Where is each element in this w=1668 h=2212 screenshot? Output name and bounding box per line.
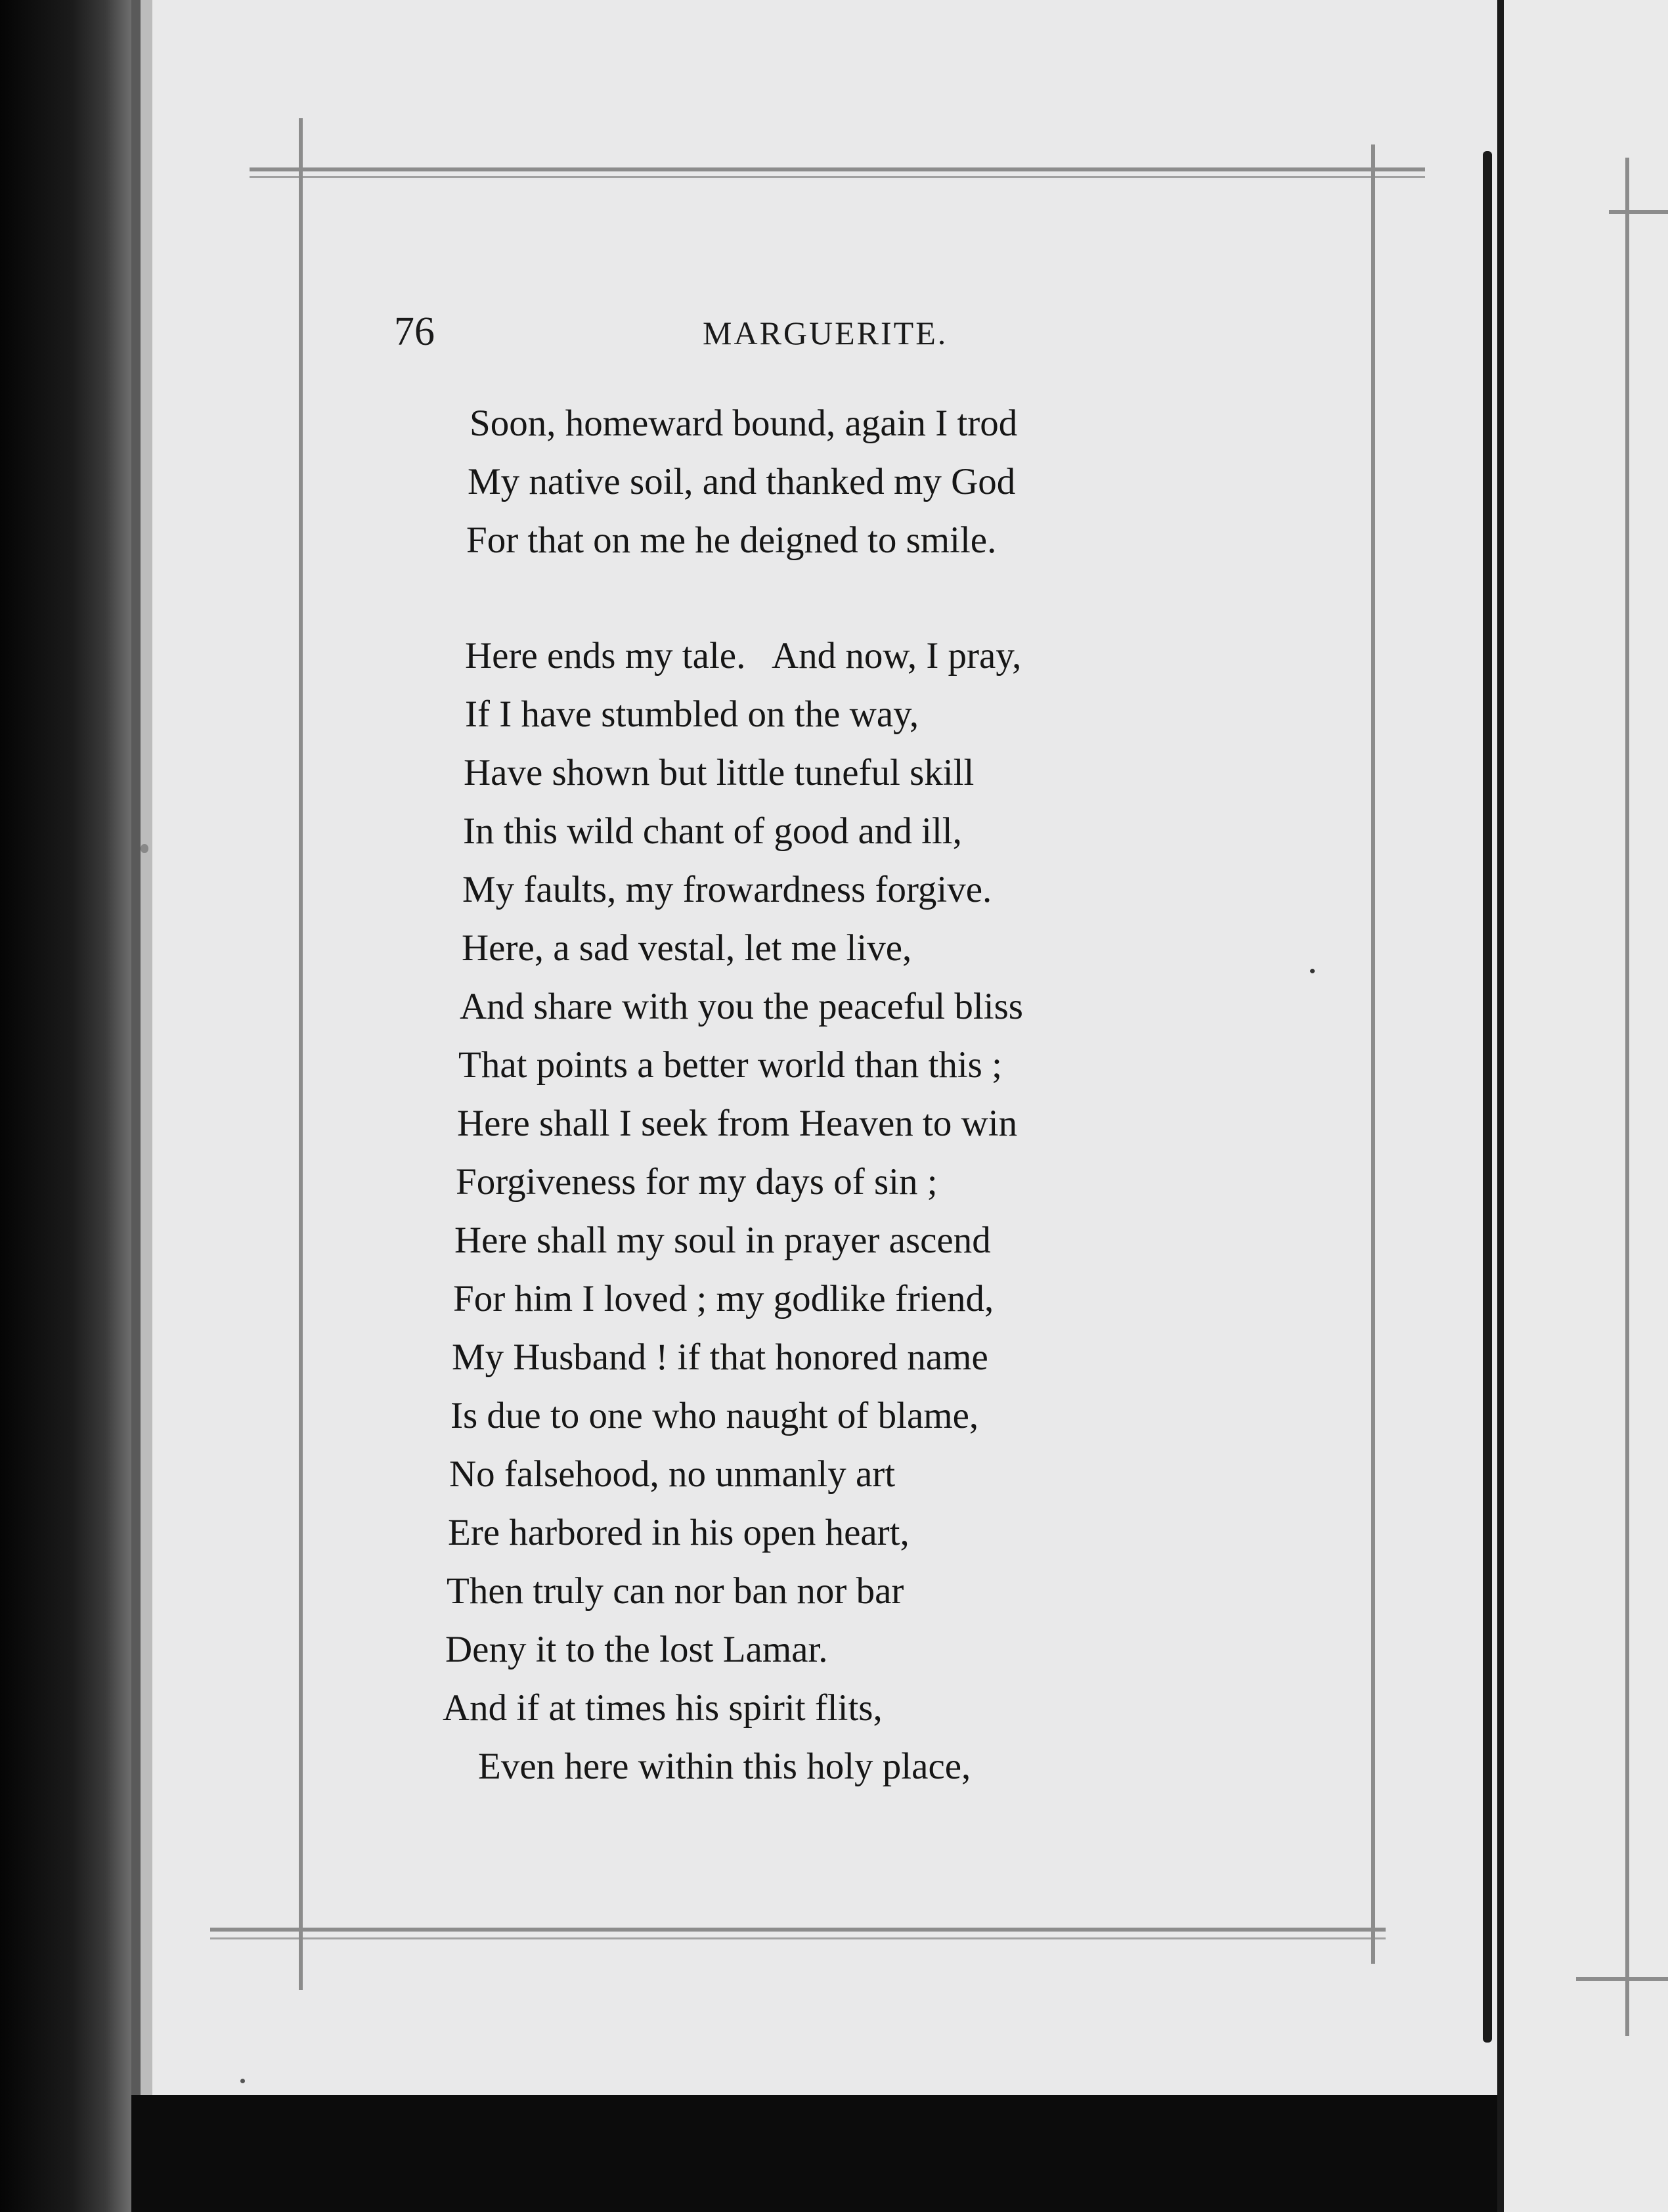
poem-line: If I have stumbled on the way, [465, 694, 919, 735]
poem-line: My faults, my frowardness forgive. [462, 869, 992, 910]
poem-line: Ere harbored in his open heart, [448, 1512, 910, 1553]
poem-line: In this wild chant of good and ill, [463, 810, 962, 852]
border-top-rule-thin [250, 176, 1425, 178]
page-number: 76 [394, 309, 435, 354]
poem-line: Have shown but little tuneful skill [464, 752, 975, 793]
poem-line: Forgiveness for my days of sin ; [456, 1161, 938, 1203]
poem-line: My Husband ! if that honored name [452, 1337, 988, 1378]
poem-line: No falsehood, no unmanly art [449, 1453, 896, 1495]
page-bottom-shadow [131, 2095, 1497, 2212]
border-bottom-rule-thin [210, 1937, 1386, 1939]
poem-text [443, 394, 1313, 1796]
paper-speck [141, 844, 148, 853]
border-top-rule [250, 167, 1425, 171]
poem-line: Is due to one who naught of blame, [450, 1395, 979, 1436]
poem-line: Here, a sad vestal, let me live, [462, 927, 912, 969]
facing-border-top-rule [1609, 210, 1668, 214]
poem-line: For him I loved ; my godlike friend, [453, 1278, 994, 1319]
poem-line: And if at times his spirit flits, [443, 1687, 883, 1729]
poem-line: Here shall my soul in prayer ascend [454, 1220, 991, 1261]
poem-line: Herе shall I seek from Heaven to win [457, 1103, 1018, 1144]
poem-line: For that on me he deigned to smile. [466, 520, 997, 561]
book-spine-shadow [0, 0, 131, 2212]
gutter-fold [1483, 151, 1492, 2043]
poem-line: Then truly can nor ban nor bar [447, 1570, 904, 1612]
poem-line: Deny it to the lost Lamar. [445, 1629, 828, 1670]
border-left-rule [299, 118, 303, 1990]
poem-line: And share with you the peaceful bliss [460, 986, 1023, 1027]
paper-speck [240, 2079, 245, 2083]
poem-line: Soon, homeward bound, again I trod [470, 403, 1018, 444]
page-edge-strip [141, 0, 152, 2095]
poem-line: That points a better world than this ; [458, 1044, 1002, 1086]
border-right-rule [1371, 144, 1375, 1964]
running-head-title: MARGUERITE. [703, 315, 948, 351]
facing-border-bottom-rule [1576, 1977, 1668, 1981]
poem-line: Here ends my tale. And now, I pray, [465, 635, 1022, 676]
facing-page-edge [1504, 0, 1668, 2212]
poem-line: Even here within this holy place, [478, 1746, 971, 1787]
facing-border-left-rule [1625, 158, 1629, 2036]
poem-line: My native soil, and thanked my God [468, 461, 1016, 502]
border-bottom-rule [210, 1928, 1386, 1932]
